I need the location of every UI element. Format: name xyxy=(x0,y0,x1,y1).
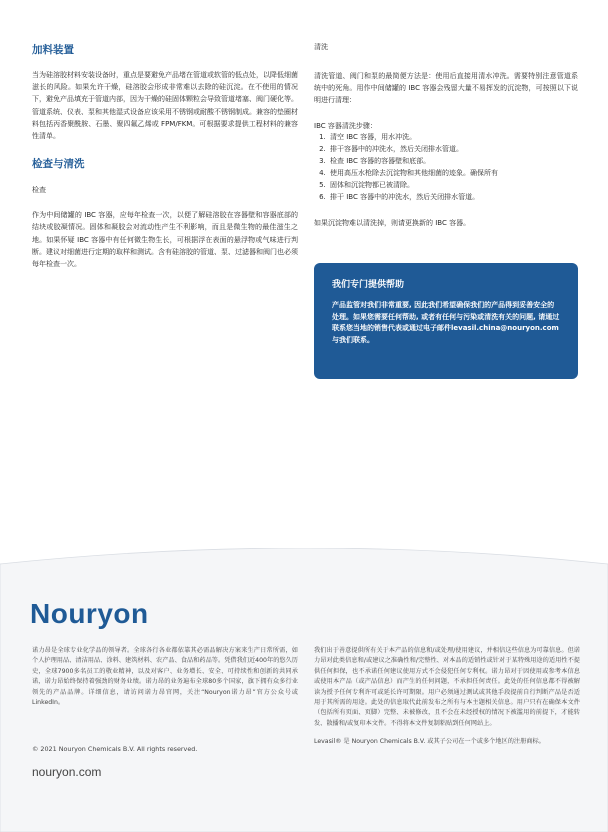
cleaning-steps-list xyxy=(314,131,578,203)
subheading-inspection: 检查 xyxy=(32,186,46,195)
list-item: 2. 排干容器中的冲洗水，然后关闭排水管道。 xyxy=(328,143,578,155)
help-title: 我们专门提供帮助 xyxy=(332,280,405,290)
footer-about xyxy=(32,646,298,708)
list-item: 1. 清空 IBC 容器，用水冲洗。 xyxy=(328,131,578,143)
copyright: © 2021 Nouryon Chemicals B.V. All rights reserved. xyxy=(32,745,198,753)
dosing-paragraph: 当为硅溶胶材料安装设备时，重点是要避免产品堵在管道或软管的低点处，以降低细菌滋长的风险。如果允许干燥，硅溶胶会形成非常难以去除的硅沉淀。在不使用的情况下，避免产品填充于管道内部，因为干燥的硅固体颗粒会导致管道堵塞、阀门硬化等。管道系统、仪表、泵和其他湿式设备应该采用不锈钢或耐酸不锈钢制成。兼容的垫圈材料包括丙香聚酰胺、石墨、聚四氟乙烯或 FPM/FKM。可根据要求提供工程材料的兼容性清单。 xyxy=(32,71,298,141)
cleaning-paragraph: 清洗管道、阀门和泵的最简便方法是：使用后直接用清水冲洗。需要特别注意管道系统中的死角。用作中间储罐的 IBC 容器会残留大量不易挥发的沉淀物，可按照以下说明进行清理： xyxy=(314,72,578,105)
company-description: 诺力昂是全球专业化学品的领导者。全球各行各业都依靠其必需品解决方案来生产日常所需，如个人护理用品、清洁用品、涂料、建筑材料、农产品、食品和药品等。凭借我们近400年的悠久历史，全球7900多名员工的敬业精神，以及对客户、业务增长、安全、可持续性和创新的共同承诺，诺力昂始终保持着强劲的财务业绩。诺力昂的业务遍布全球80多个国家，旗下拥有众多行业领先的产品品牌。详细信息，请访问诺力昂官网，关注“Nouryon诺力昂”官方公众号或LinkedIn。 xyxy=(32,647,298,707)
help-callout-box xyxy=(314,263,578,379)
website-link[interactable]: nouryon.com xyxy=(32,765,102,779)
list-item: 3. 检查 IBC 容器的容器壁和底部。 xyxy=(328,155,578,167)
right-column xyxy=(314,42,578,229)
replace-ibc-note: 如果沉淀物难以清洗掉，则请更换新的 IBC 容器。 xyxy=(314,218,471,227)
footer-legal xyxy=(314,646,580,748)
list-item: 6. 排干 IBC 容器中的冲洗水，然后关闭排水管道。 xyxy=(328,191,578,203)
list-item: 4. 使用高压水枪除去沉淀物和其他细菌的迹象。确保所有 xyxy=(328,167,578,179)
help-body: 产品监管对我们非常重要, 因此我们希望确保我们的产品得到妥善安全的处理。如果您需要任何帮助, 或者有任何与污染或清洗有关的问题, 请通过联系您当地的销售代表或通过电子邮件levasil.china@nouryon.com 与我们联系。 xyxy=(332,301,560,344)
heading-inspection: 检查与清洗 xyxy=(32,158,85,171)
inspection-paragraph: 作为中间储罐的 IBC 容器，应每年检查一次，以便了解硅溶胶在容器壁和容器底部的结块或胶凝情况。固体和凝胶会对流动性产生不利影响，而且是微生物的最佳滋生之地。如果怀疑 IBC 容器中有任何微生物生长，可根据浮在表面的悬浮物或气味进行判断。建议对细菌进行定期的取样和测试。含有硅溶胶的管道、泵、过滤器和阀门也必须每年检查一次。 xyxy=(32,211,298,269)
left-column xyxy=(32,42,298,270)
heading-dosing: 加料装置 xyxy=(32,44,74,56)
list-item: 5. 固体和沉淀物都已被清除。 xyxy=(328,179,578,191)
trademark-note: Levasil® 是 Nouryon Chemicals B.V. 或其子公司在一个或多个地区的注册商标。 xyxy=(314,738,545,746)
nouryon-logo: Nouryon xyxy=(30,598,149,629)
disclaimer-text: 我们出于善意提供所有关于本产品的信息和/或处理/使用建议，并相信这些信息为可靠信息。但诺力昂对此类信息和/或建议之准确性和/完整性、对本品的适销性或针对于某特殊用途的适用性不提供任何担保，也不承诺任何建议使用方式不会侵犯任何专利权。诺力昂对于因使用或参考本信息或使用本产品（或产品信息）而产生的任何问题，不承担任何责任。此处的任何信息都不得被解读为授予任何专利许可或延长许可期限。用户必须通过测试或其他手段提前自行判断产品是否适用于其所需的用途。此处的信息取代此前发布之所有与本主题相关信息。用户只有在确保本文件（包括所有页面、页脚）完整、未被修改，且不会在未经授权的情况下被滥用的前提下，才能转发、散播和/或复印本文件。不得将本文件复制粘贴到任何网站上。 xyxy=(314,647,580,727)
subheading-cleaning: 清洗 xyxy=(314,43,328,51)
steps-title: IBC 容器清洗步骤： xyxy=(314,121,377,130)
